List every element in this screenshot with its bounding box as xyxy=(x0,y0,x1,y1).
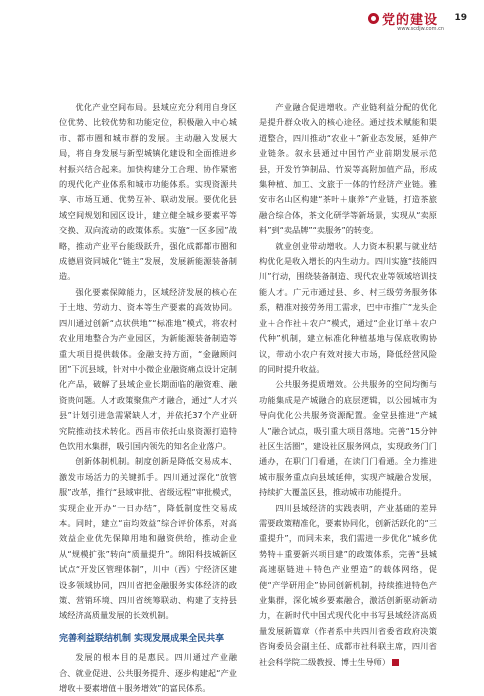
paragraph: 公共服务提质增效。公共服务的空间均衡与功能集成是产城融合的底层逻辑，以公园城市为导向优化公共服务资源配置。金堂县推进“产城人”融合试点，吸引重大项目落地。完善“15分钟社区生活圈”，建设社区服务网点，实现政务门门通办，在职门门看通，在读门门看通。全力推进城市服务重点向县域延伸，实现产城融合发展，持续扩大覆盖区县，推动城市功能提升。 xyxy=(259,379,437,498)
paragraph: 创新体制机制。制度创新是降低交易成本、激发市场活力的关键抓手。四川通过深化“放管服”改革，推行“县域审批、省级远程”审批模式，实现企业开办“一日办结”，降低制度性交易成本。同时，建立“亩均效益”综合评价体系，对高效益企业优先保障用地和融资供给，推动企业从“规模扩张”转向“质量提升”。绵阳科技城新区试点“开发区管理体制”，川中（西）宁经济区建设多领域协同，四川省把金融服务实体经济的政策、营销环境、四川省统筹联动、构建了支持县域经济高质量发展的长效机制。 xyxy=(59,456,237,621)
section-heading: 完善利益联结机制 实现发展成果全民共享 xyxy=(59,633,225,644)
paragraph: 就业创业带动增收。人力资本积累与就业结构优化是收入增长的内生动力。四川实施“技能四川”行动，围绕装备制造、现代农业等领域培训技能人才。广元市通过县、乡、村三级劳务服务体系，精准对接劳务用工需求，巴中市推广“龙头企业＋合作社＋农户”模式，通过“企业订单＋农户代种”机制，建立标准化种植基地与保底收购协议，带动小农户有效对接大市场，降低经营风险的同时提升收益。 xyxy=(259,240,437,374)
page-number: 19 xyxy=(454,13,467,23)
right-column xyxy=(259,100,437,670)
left-column xyxy=(59,100,237,696)
page-header xyxy=(0,4,484,40)
paragraph-text: 四川县域经济的实践表明，产业基础的差异需要政策精准化，要素协同化，创新活跃化的“三重提升”，而同未来，我们需进一步优化“城乡优势特＋重要新兴项目建”的政策体系，完善“县城高速驱链进＋特色产业塑造”的载体网络，促使“产学研用企”协同创新机制，持续推进特色产业集群，深化城乡要素融合，激活创新驱动新动力，在新时代中国式现代化中书写县域经济高质量发展新篇章（作者系中共四川省委省政府决策咨询委员会副主任、成都市社科联主席，四川省社会科学院二级教授、博士生导师） xyxy=(259,502,437,667)
paragraph: 产业融合促进增收。产业链利益分配的优化是提升群众收入的核心途径。通过技术赋能和渠道整合，四川推动“农业＋”新业态发展，延伸产业链条。叙永县通过中国竹产业前期发展示范县，开发竹笋制品、竹炭等高附加值产品，形成集种植、加工、文旅于一体的竹经济产业链。雅安市名山区构建“茶叶＋康养”产业链，打造茶旅融合综合体，茶文化研学等新场景，实现从“卖原料”到“卖品牌”“卖服务”的转变。 xyxy=(259,102,437,236)
magazine-title: 党的建设 xyxy=(381,13,438,28)
paragraph: 优化产业空间布局。县域应充分利用自身区位优势、比较优势和功能定位，积极融入中心城市、都市圈和城市群的发展。主动融入发展大局，将自身发展与新型城镇化建设和全面推进乡村振兴结合起来。加快构建分工合理、协作紧密的现代化产业体系和城市功能体系。实现资源共享、市场互通、优势互补、联动发展。要优化县域空间规划和园区设计，建立健全城乡要素平等交换、双向流动的政策体系。实施“一区多园”战略，推动产业平台能级跃升，强化成都都市圈和成德眉资同城化“链主”发展，发展新能源装备制造。 xyxy=(59,102,237,282)
logo-emblem-icon xyxy=(368,13,379,24)
paragraph: 强化要素保障能力，区域经济发展的核心在于土地、劳动力、资本等生产要素的高效协同。四川通过创新“点状供地”“标准地”模式，将农村农业用地整合为产业园区，为新能源装备制造等重大项目提供载体。金融支持方面，“金融顾问团”下沉县域，针对中小微企业融资痛点设计定制化产品，破解了县域企业长期面临的融资难、融资贵问题。人才政策聚焦产才融合，通过“人才兴县”计划引进急需紧缺人才，并依托37个产业研究院推动技术转化。西昌市依托山泉资源打造特色饮用水集群，吸引国内领先的知名企业落户。 xyxy=(59,286,237,451)
paragraph-final xyxy=(259,501,437,670)
article-end-mark-icon xyxy=(392,659,399,666)
paragraph: 发展的根本目的是惠民。四川通过产业融合、就业促进、公共服务提升、逐步构建起“产业增收＋要素增值＋服务增效”的富民体系。 xyxy=(59,652,237,694)
website-url: www.scdjw.com.cn xyxy=(397,26,444,32)
